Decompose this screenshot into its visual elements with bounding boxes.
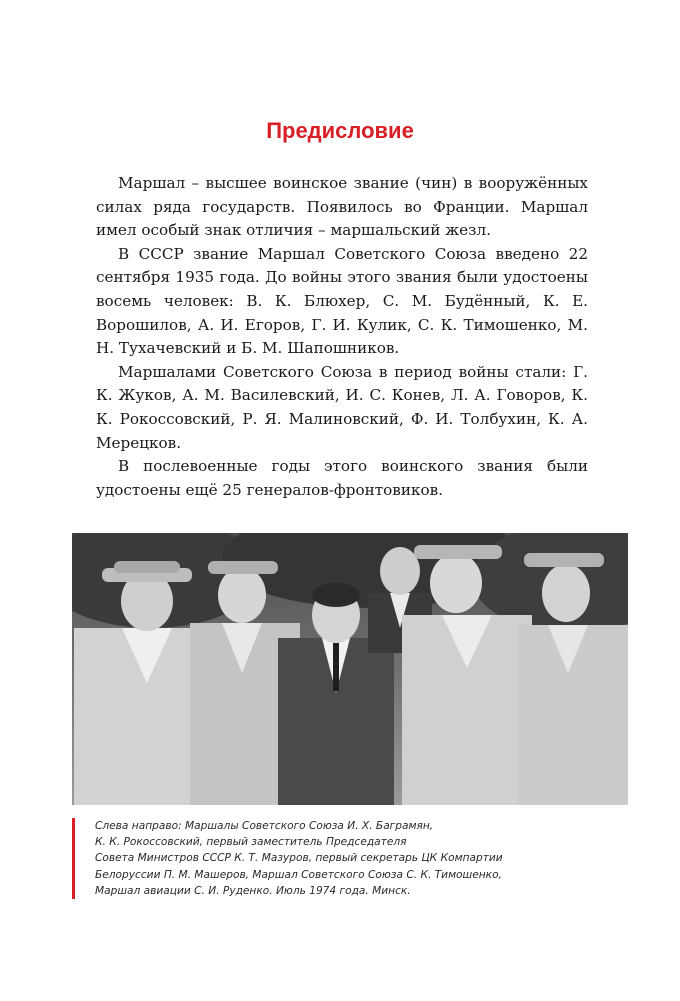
paragraph-4: В послевоенные годы этого воинского звания были удостоены ещё 25 генералов-фронтовиков. bbox=[96, 457, 588, 499]
photo-caption bbox=[72, 818, 615, 899]
paragraph-3: Маршалами Советского Союза в период войны стали: Г. К. Жуков, А. М. Василевский, И. С. Конев, Л. А. Говоров, К. К. Рокоссовский, Р. Я. Малиновский, Ф. И. Толбухин, К. А. Мерецков. bbox=[96, 362, 588, 452]
caption-line-3: Совета Министров СССР К. Т. Мазуров, первый секретарь ЦК Компартии bbox=[95, 852, 503, 865]
caption-line-1: Слева направо: Маршалы Советского Союза И. Х. Баграмян, bbox=[95, 820, 434, 832]
caption-line-5: Маршал авиации С. И. Руденко. Июль 1974 года. Минск. bbox=[95, 884, 411, 897]
body-text bbox=[96, 172, 588, 502]
group-photo-icon bbox=[72, 533, 628, 805]
caption-line-2: К. К. Рокоссовский, первый заместитель Председателя bbox=[95, 836, 407, 849]
page-title: Предисловие bbox=[266, 118, 414, 143]
paragraph-2: В СССР звание Маршал Советского Союза введено 22 сентября 1935 года. До войны этого звания были удостоены восемь человек: В. К. Блюхер, С. М. Будённый, К. Е. Ворошилов, А. И. Егоров, Г. И. Кулик, С. К. Тимошенко, М. Н. Тухачевский и Б. М. Шапошников. bbox=[96, 244, 588, 358]
group-photo bbox=[72, 533, 628, 805]
caption-line-4: Белоруссии П. М. Машеров, Маршал Советского Союза С. К. Тимошенко, bbox=[95, 868, 502, 881]
paragraph-1: Маршал – высшее воинское звание (чин) в вооружённых силах ряда государств. Появилось во Франции. Маршал имел особый знак отличия – маршальский жезл. bbox=[96, 174, 588, 240]
